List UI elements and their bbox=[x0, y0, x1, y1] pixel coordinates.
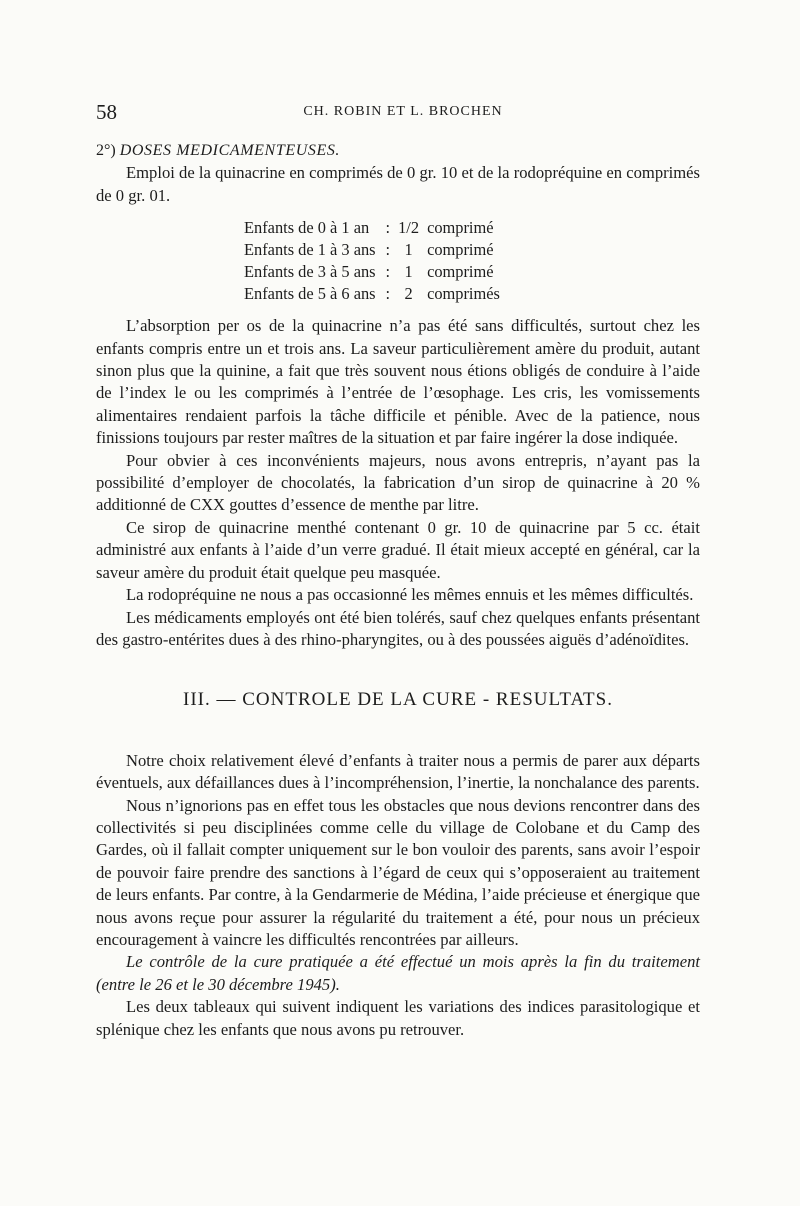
dosage-age: Enfants de 5 à 6 ans bbox=[244, 284, 376, 304]
section-title: DOSES MEDICAMENTEUSES. bbox=[119, 142, 341, 159]
dosage-quantity: 1 bbox=[404, 240, 413, 260]
dosage-quantity: 2 bbox=[404, 284, 413, 304]
paragraph: Emploi de la quinacrine en comprimés de 0 gr. 10 et de la rodopréquine en comprimés de 0 gr. 01. bbox=[96, 163, 700, 205]
dosage-age: Enfants de 0 à 1 an bbox=[244, 218, 370, 238]
section-heading-controle: III. — CONTROLE DE LA CURE - RESULTATS. bbox=[183, 689, 613, 711]
table-row bbox=[244, 239, 500, 261]
dosage-quantity: 1 bbox=[404, 262, 413, 282]
page-number: 58 bbox=[96, 100, 117, 124]
table-row bbox=[244, 217, 500, 239]
paragraph: Nous n’ignorions pas en effet tous les obstacles que nous devions rencontrer dans des collectivités si peu disciplinées comme celle du village de Colobane et du Camp des Gardes, où il fallait compter uniquement sur le bon vouloir des parents, sans avoir l’espoir de pouvoir faire prendre des sanctions à l’égard de ceux qui s’opposeraient au traitement de leurs enfants. Par contre, à la Gendarmerie de Médina, l’aide précieuse et énergique que nous avons reçue pour assurer la régularité du traitement a été, pour nous un précieux encouragement à vaincre les difficultés rencontrées par ailleurs. bbox=[96, 795, 700, 949]
italic-paragraph: Le contrôle de la cure pratiquée a été effectué un mois après la fin du traitement (entre le 26 et le 30 décembre 1945). bbox=[96, 952, 700, 994]
paragraph: L’absorption per os de la quinacrine n’a pas été sans difficultés, surtout chez les enfants compris entre un et trois ans. La saveur particulièrement amère du produit, autant sinon plus que la quinine, a fait que très souvent nous étions obligés de conduire à l’aide de l’index le ou les comprimés à l’entrée de l’œsophage. Les cris, les vomissements alimentaires rendaient parfois la tâche difficile et pénible. Avec de la patience, nous finissions toujours par rester maîtres de la situation et par faire ingérer la dose indiquée. bbox=[96, 316, 700, 448]
table-row bbox=[244, 261, 500, 283]
dosage-unit: comprimé bbox=[427, 218, 494, 238]
dosage-age: Enfants de 1 à 3 ans bbox=[244, 240, 376, 260]
colon-separator: : bbox=[385, 262, 391, 282]
colon-separator: : bbox=[385, 218, 391, 238]
paragraph: Les médicaments employés ont été bien tolérés, sauf chez quelques enfants présentant des gastro-entérites dues à des rhino-pharyngites, ou à des poussées aiguës d’adénoïdites. bbox=[96, 607, 700, 649]
dosage-unit: comprimés bbox=[427, 284, 500, 304]
body-text bbox=[96, 140, 700, 1041]
dosage-table bbox=[244, 217, 500, 305]
section-number: 2°) bbox=[96, 142, 116, 159]
final-paragraph: Les deux tableaux qui suivent indiquent les variations des indices parasitologique et splénique chez les enfants que nous avons pu retrouver. bbox=[96, 997, 700, 1039]
table-row bbox=[244, 283, 500, 305]
paragraph: Pour obvier à ces inconvénients majeurs, nous avons entrepris, n’ayant pas la possibilité d’employer de chocolatés, la fabrication d’un sirop de quinacrine à 20 % additionné de CXX gouttes d’essence de menthe par litre. bbox=[96, 450, 700, 515]
dosage-age: Enfants de 3 à 5 ans bbox=[244, 262, 376, 282]
dosage-quantity: 1/2 bbox=[398, 218, 420, 238]
paragraph: La rodopréquine ne nous a pas occasionné les mêmes ennuis et les mêmes difficultés. bbox=[126, 585, 694, 605]
paragraph: Notre choix relativement élevé d’enfants à traiter nous a permis de parer aux départs éventuels, aux défaillances dues à l’incompréhension, l’inertie, la nonchalance des parents. bbox=[96, 750, 700, 793]
running-head: CH. ROBIN ET L. BROCHEN bbox=[303, 104, 503, 119]
paragraph: Ce sirop de quinacrine menthé contenant 0 gr. 10 de quinacrine par 5 cc. était administré aux enfants à l’aide d’un verre gradué. Il était mieux accepté en général, car la saveur amère du produit était quelque peu masquée. bbox=[96, 517, 700, 582]
dosage-unit: comprimé bbox=[427, 240, 494, 260]
page-header bbox=[96, 100, 710, 130]
colon-separator: : bbox=[385, 240, 391, 260]
section-heading-doses bbox=[96, 140, 700, 162]
colon-separator: : bbox=[385, 284, 391, 304]
dosage-unit: comprimé bbox=[427, 262, 494, 282]
